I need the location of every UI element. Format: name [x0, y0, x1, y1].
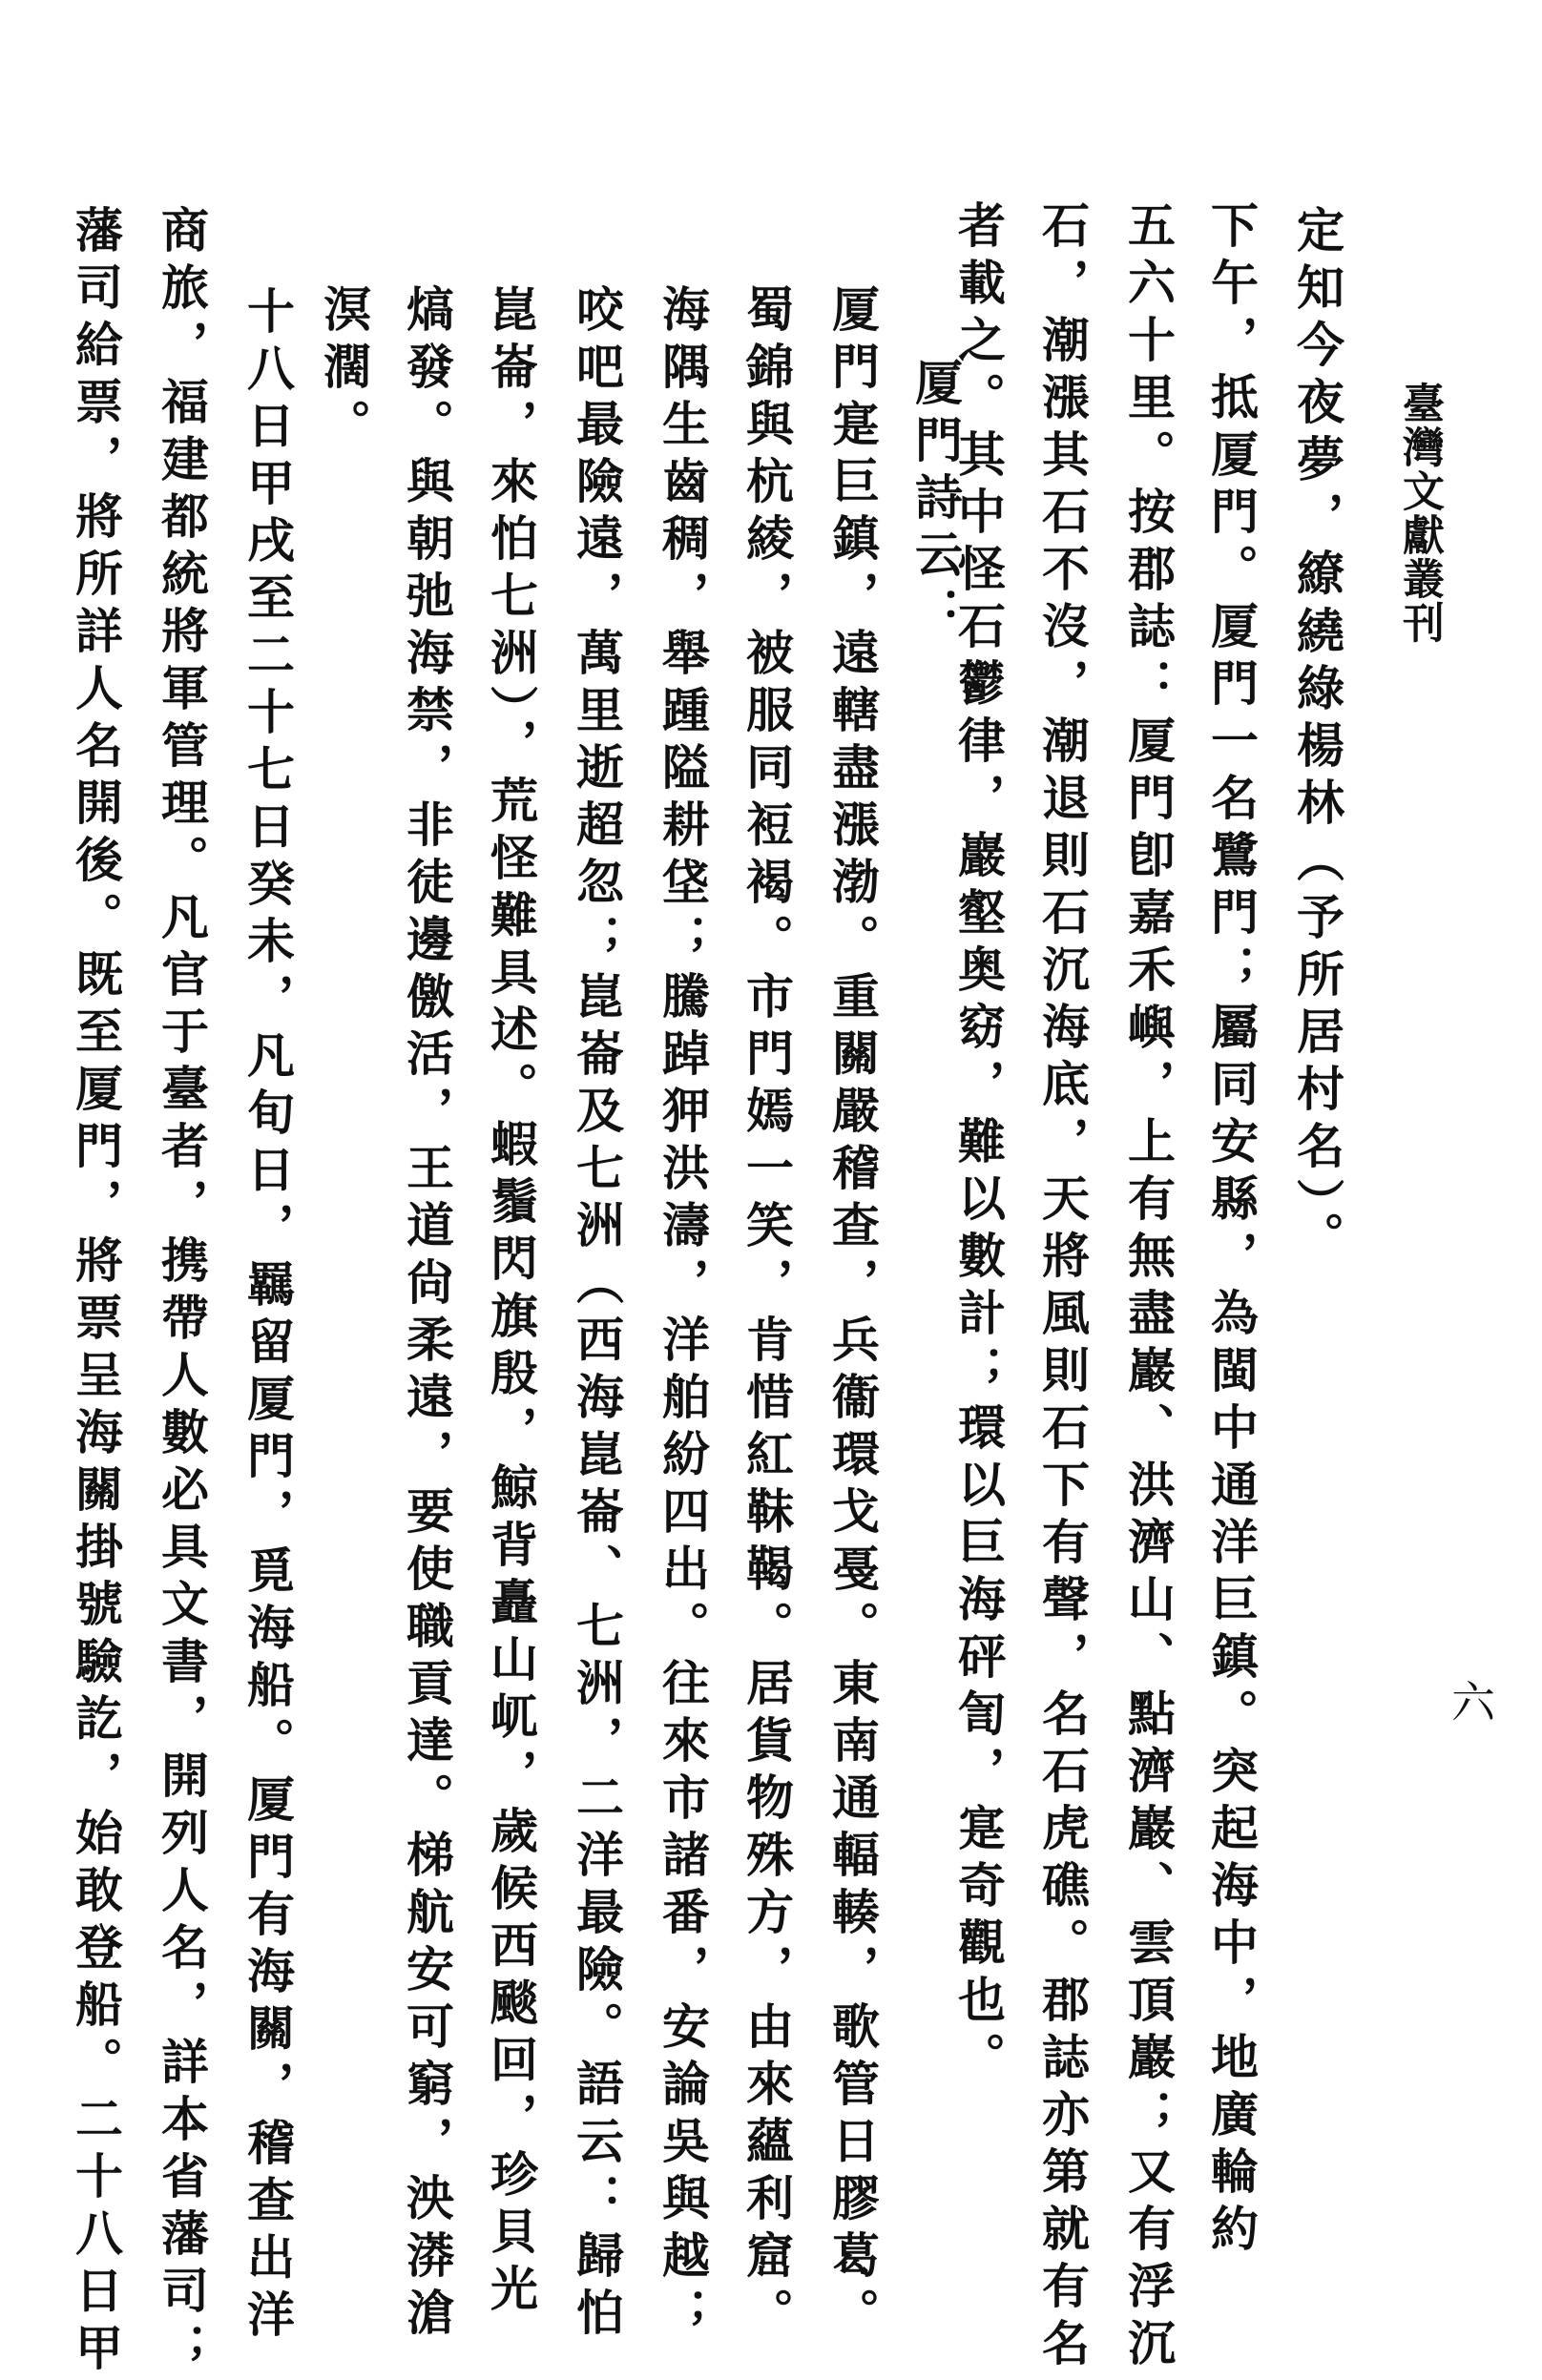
running-title: 臺灣文獻叢刊: [1395, 382, 1444, 645]
text-column-6: 厦門詩云：: [907, 358, 964, 644]
text-column-2: 下午，抵厦門。厦門一名鷺門；屬同安縣，為閩中通洋巨鎮。突起海中，地廣輪約: [1203, 200, 1260, 2261]
text-column-13: 溟濶。: [316, 284, 372, 456]
text-column-11: 崑崙，來怕七洲），荒怪難具述。蝦鬚閃旗殷，鯨背矗山屼，歲候西颷回，珍貝光: [483, 284, 539, 2321]
text-column-5: 者載之。其中怪石鬱律，巖壑奥窈，難以數計；環以巨海砰訇，寔奇觀也。: [950, 200, 1007, 2089]
text-column-3: 五六十里。按郡誌：厦門卽嘉禾嶼，上有無盡巖、洪濟山、點濟巖、雲頂巖；又有浮沉: [1120, 200, 1177, 2375]
text-column-8: 蜀錦與杭綾，被服同裋褐。市門嫣一笑，肯惜紅靺鞨。居貨物殊方，由來蘊利窟。: [739, 284, 795, 2345]
text-column-15: 商旅，福建都統將軍管理。凡官于臺者，携帶人數必具文書，開列人名，詳本省藩司；: [154, 205, 210, 2380]
text-column-1: 定知今夜夢，繚繞綠楊林（予所居村名）。: [1289, 205, 1345, 1269]
text-column-7: 厦門寔巨鎮，遠轄盡漲渤。重關嚴稽查，兵衞環戈戞。東南通輻輳，歌管日膠葛。: [824, 284, 881, 2345]
page-number: 六: [1445, 1679, 1496, 1723]
text-column-16: 藩司給票，將所詳人名開後。既至厦門，將票呈海關掛號驗訖，始敢登船。二十八日甲: [68, 205, 124, 2380]
text-column-4: 石，潮漲其石不沒，潮退則石沉海底，天將風則石下有聲，名石虎礁。郡誌亦第就有名: [1034, 200, 1091, 2375]
text-column-14: 十八日甲戌至二十七日癸未，凡旬日，羈留厦門，覓海船。厦門有海關，稽查出洋: [240, 286, 296, 2347]
text-column-10: 咬吧最險遠，萬里逝超忽；崑崙及七洲（西海崑崙、七洲，二洋最險。語云：歸怕: [569, 284, 625, 2345]
text-column-12: 熇發。與朝弛海禁，非徒邊儌活，王道尙柔遠，要使職貢達。梯航安可窮，泱漭滄: [399, 284, 455, 2345]
text-column-9: 海隅生齒稠，舉踵隘耕垡；騰踔狎洪濤，洋舶紛四出。往來市諸番，安論吳與越；: [655, 284, 711, 2345]
